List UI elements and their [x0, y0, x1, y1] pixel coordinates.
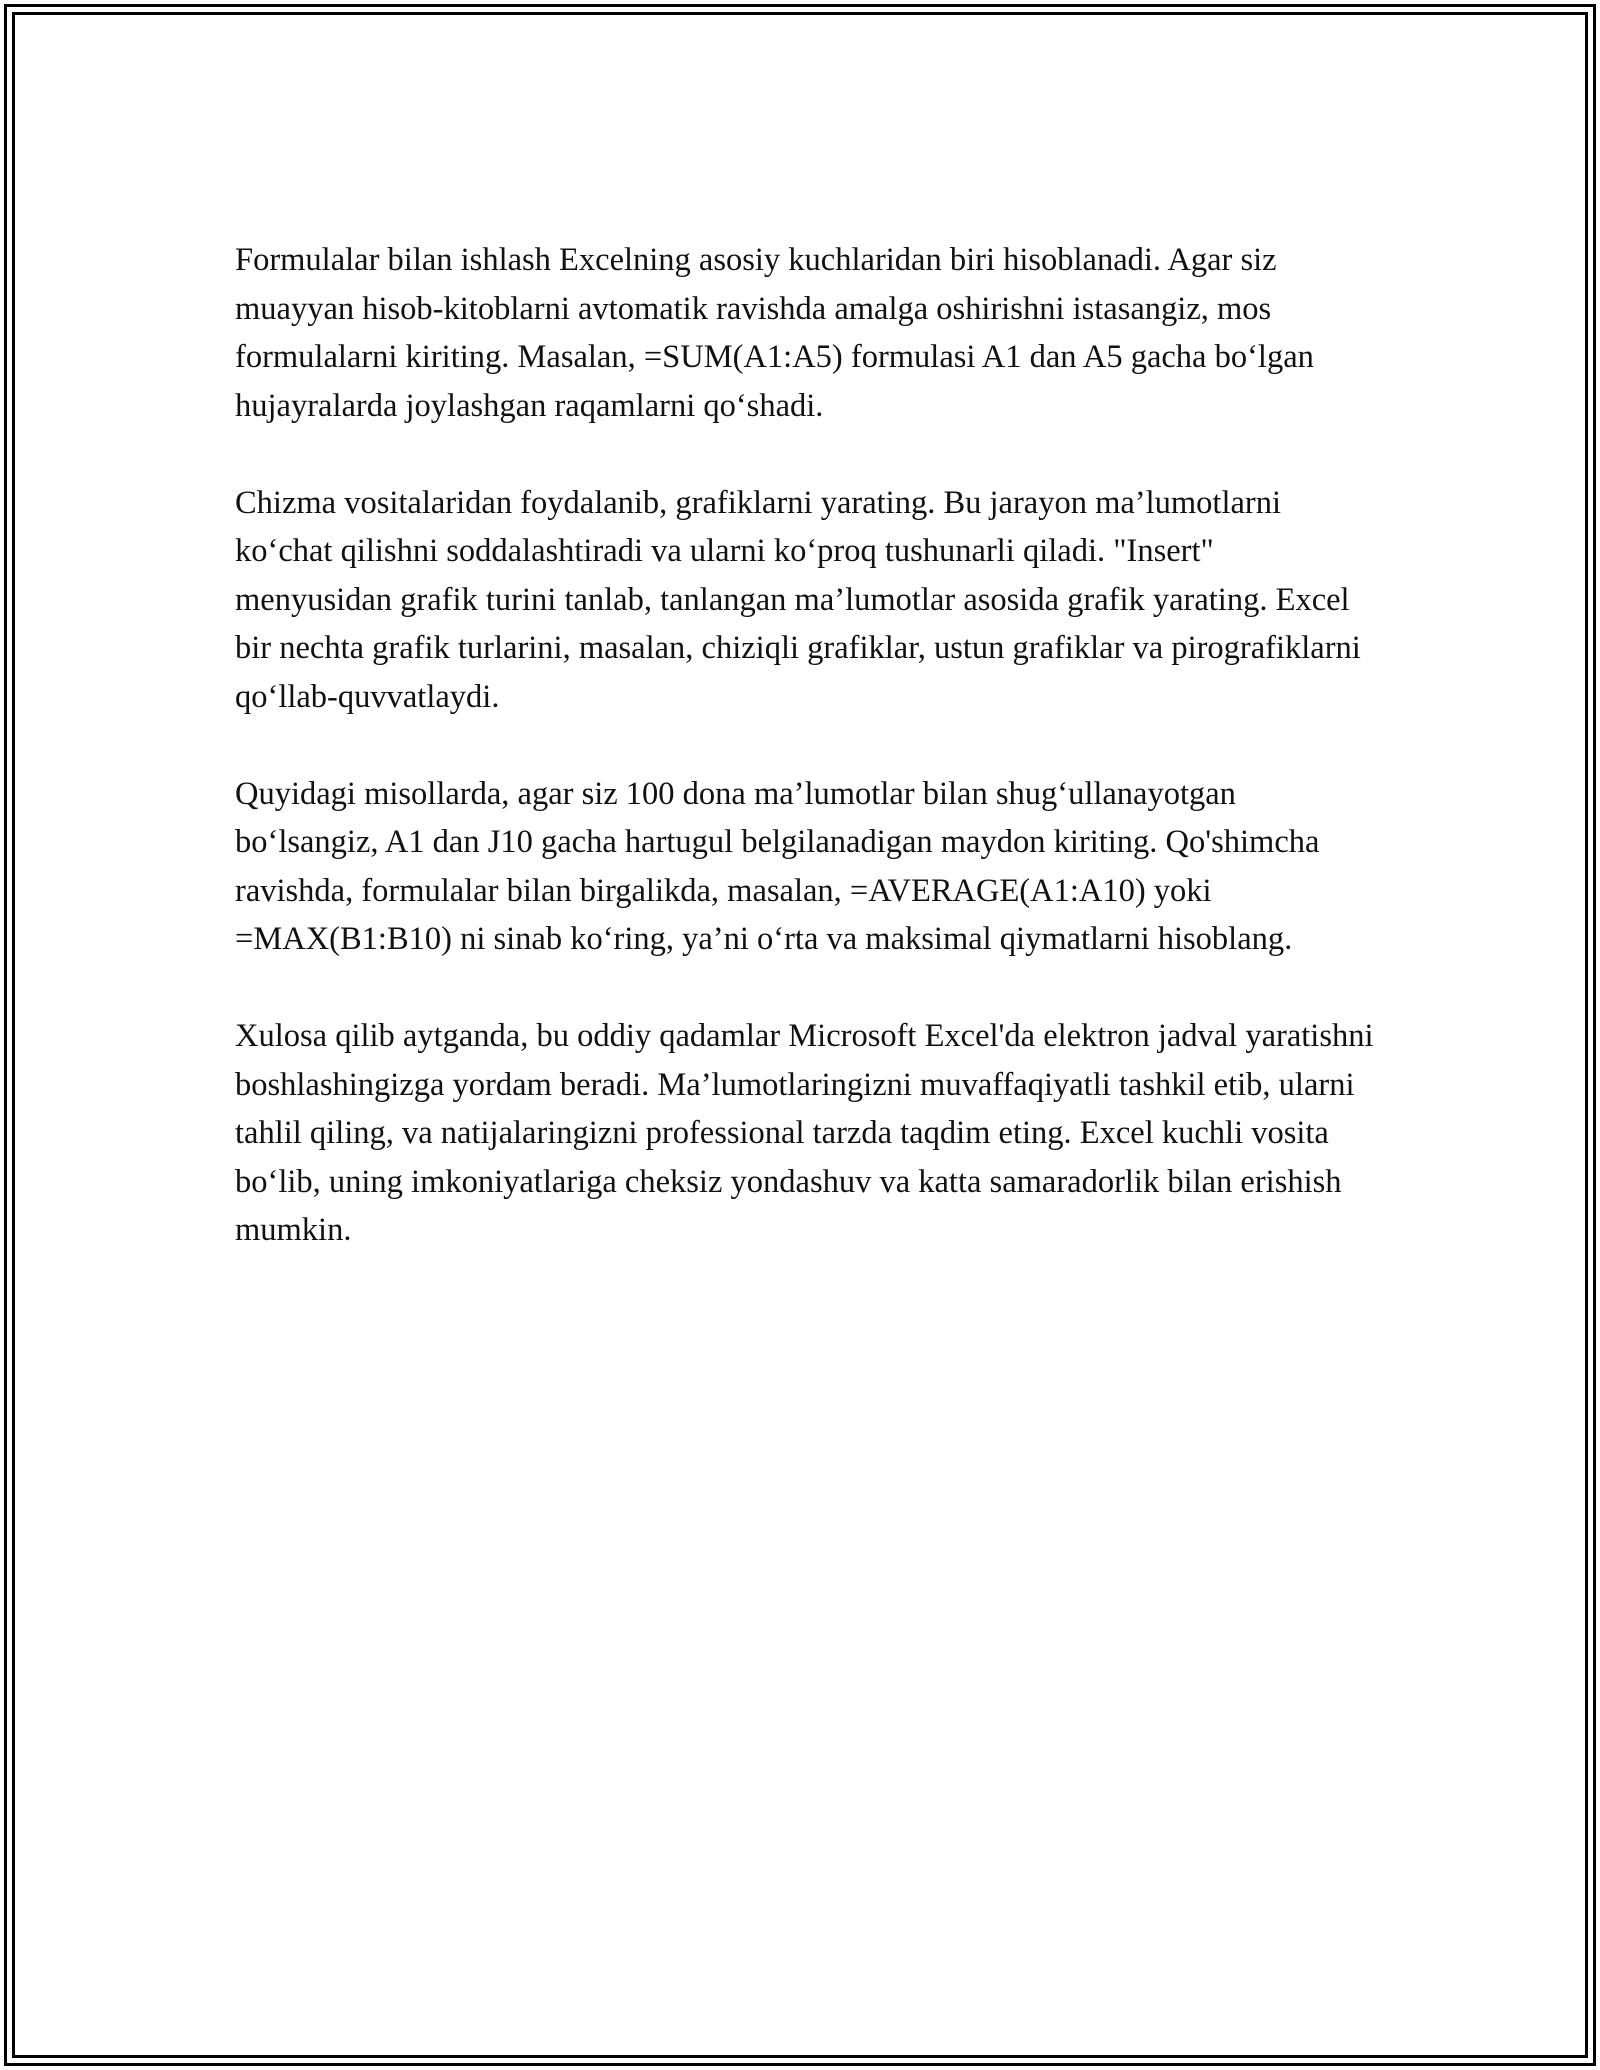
- paragraph-examples: Quyidagi misollarda, agar siz 100 dona ma’lumotlar bilan shug‘ullanayotgan bo‘lsangiz, A1 dan J10 gacha hartugul belgilanadigan maydon kiriting. Qo'shimcha ravishda, formulalar bilan birgalikda, masalan, =AVERAGE(A1:A10) yoki =MAX(B1:B10) ni sinab ko‘ring, ya’ni o‘rta va maksimal qiymatlarni hisoblang.: [235, 775, 1320, 957]
- paragraph-formulas: Formulalar bilan ishlash Excelning asosiy kuchlaridan biri hisoblanadi. Agar siz muayyan hisob-kitoblarni avtomatik ravishda amalga oshirishni istasangiz, mos formulalarni kiriting. Masalan, =SUM(A1:A5) formulasi A1 dan A5 gacha bo‘lgan hujayralarda joylashgan raqamlarni qo‘shadi.: [235, 242, 1314, 424]
- paragraph-charts: Chizma vositalaridan foydalanib, grafiklarni yarating. Bu jarayon ma’lumotlarni ko‘chat qilishni soddalashtiradi va ularni ko‘proq tushunarli qiladi. "Insert" menyusidan grafik turini tanlab, tanlangan ma’lumotlar asosida grafik yarating. Excel bir nechta grafik turlarini, masalan, chiziqli grafiklar, ustun grafiklar va pirografiklarni qo‘llab-quvvatlaydi.: [235, 484, 1361, 715]
- paragraph-conclusion: Xulosa qilib aytganda, bu oddiy qadamlar Microsoft Excel'da elektron jadval yaratishni boshlashingizga yordam beradi. Ma’lumotlaringizni muvaffaqiyatli tashkil etib, ularni tahlil qiling, va natijalaringizni professional tarzda taqdim eting. Excel kuchli vosita bo‘lib, uning imkoniyatlariga cheksiz yondashuv va katta samaradorlik bilan erishish mumkin.: [235, 1018, 1374, 1248]
- document-body: [235, 236, 1375, 1303]
